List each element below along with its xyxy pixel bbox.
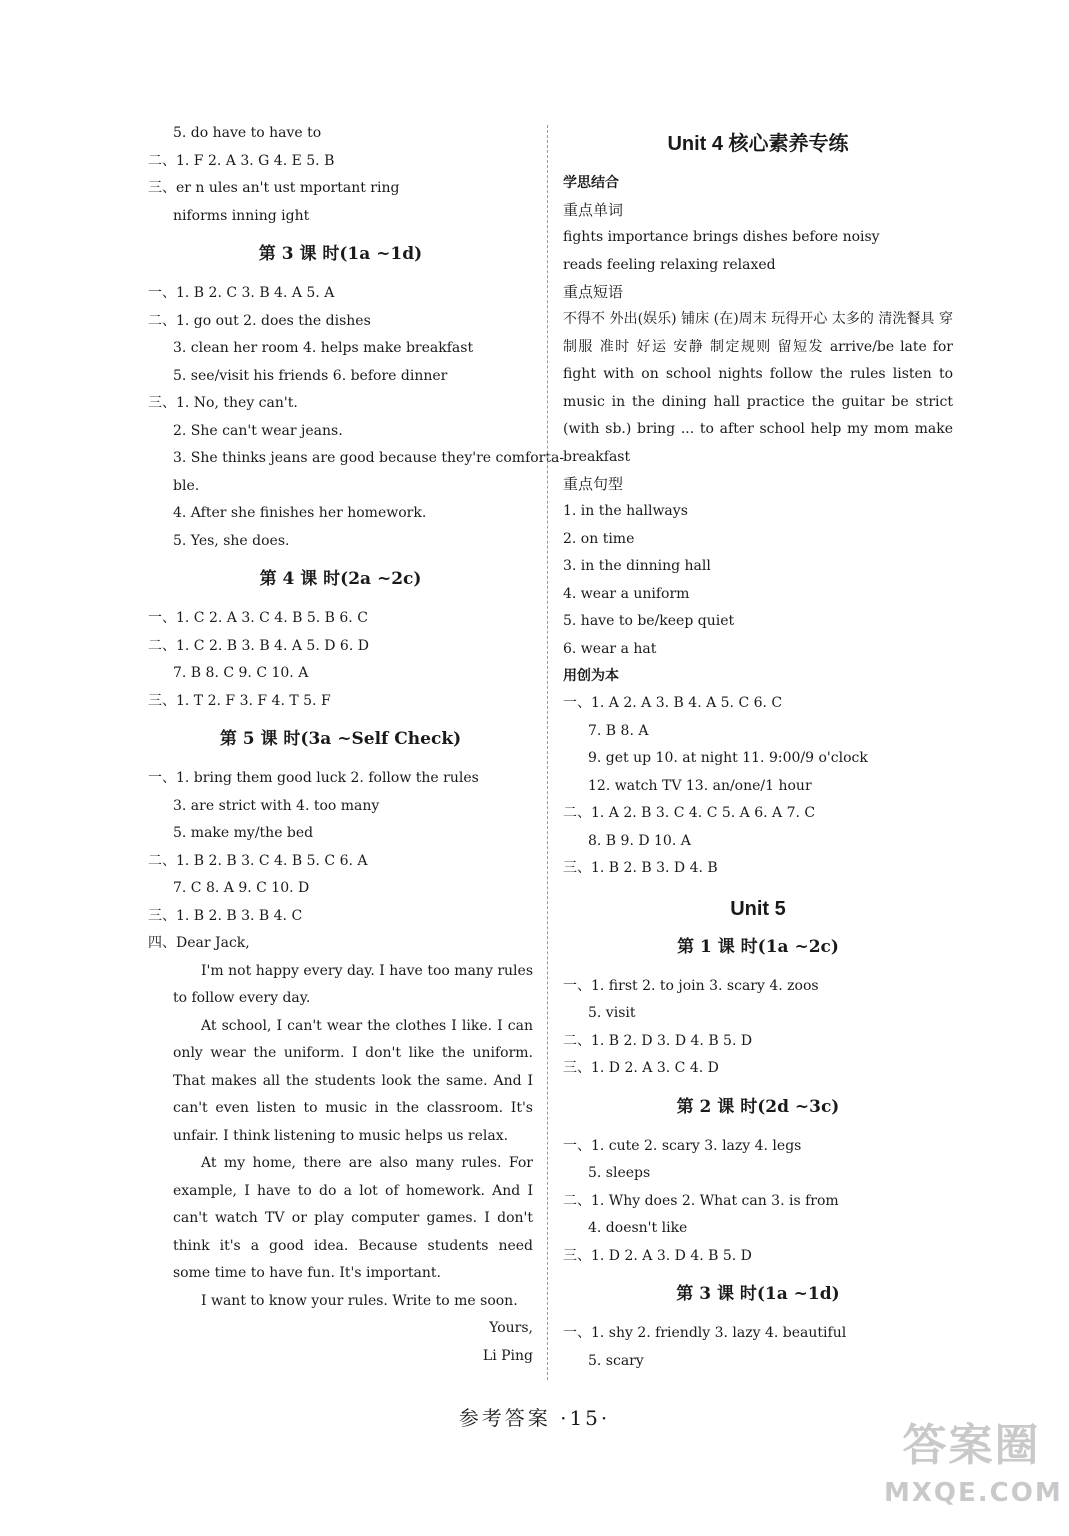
- letter-paragraph: At my home, there are also many rules. For example, I have to do a lot of homework. And I can't watch TV or play computer games. I don't think it's a good idea. Because students need some time to have fun. It's important.: [173, 1155, 533, 1281]
- xuesi-heading: 学思结合: [563, 175, 619, 191]
- practice-answers: [563, 690, 953, 883]
- answer-line: 二、1. F 2. A 3. G 4. E 5. B: [148, 152, 335, 169]
- answer-line: 一、1. shy 2. friendly 3. lazy 4. beautiful: [563, 1325, 847, 1341]
- lesson4-heading: 第 4 课 时(2a ~2c): [259, 569, 422, 589]
- lesson3-answers: [148, 280, 565, 555]
- unit4-heading: Unit 4 核心素养专练: [667, 133, 849, 155]
- answer-line: 5. see/visit his friends 6. before dinner: [173, 367, 448, 384]
- answer-line: 二、1. B 2. D 3. D 4. B 5. D: [563, 1032, 753, 1049]
- answer-line: 二、1. B 2. B 3. C 4. B 5. C 6. A: [148, 852, 368, 869]
- letter-paragraph: I want to know your rules. Write to me soon.: [201, 1292, 518, 1309]
- page-footer: 参考答案 ·15·: [458, 1406, 611, 1430]
- letter-signature: Li Ping: [482, 1347, 533, 1364]
- lesson5-heading: 第 5 课 时(3a ~Self Check): [219, 729, 462, 749]
- key-words-line: reads feeling relaxing relaxed: [563, 256, 776, 273]
- lesson3-heading: 第 3 课 时(1a ~1d): [258, 244, 423, 264]
- answer-line: 三、er n ules an't ust mportant ring: [148, 180, 400, 196]
- u5-lesson3-answers: [563, 1320, 953, 1375]
- letter-paragraph: At school, I can't wear the clothes I like. I can only wear the uniform. I don't like the uniform. That makes all the students look the same. And I can't even listen to music in the classroom. It's unfair. I think listening to music helps us relax.: [173, 1017, 533, 1144]
- right-column: [563, 120, 953, 1375]
- letter: [148, 958, 533, 1371]
- yongchuang-heading: 用创为本: [563, 668, 619, 684]
- answer-line: niforms inning ight: [173, 207, 310, 224]
- answer-line: 二、1. A 2. B 3. C 4. C 5. A 6. A 7. C: [563, 805, 816, 821]
- left-column: [148, 120, 565, 1370]
- answer-line: 12. watch TV 13. an/one/1 hour: [588, 777, 812, 794]
- key-phrases-heading: 重点短语: [563, 283, 624, 301]
- answer-line: 一、1. A 2. A 3. B 4. A 5. C 6. C: [563, 695, 783, 711]
- sentence-line: 2. on time: [563, 530, 635, 547]
- answer-line: 5. Yes, she does.: [173, 532, 290, 549]
- answer-line: 5. sleeps: [588, 1165, 651, 1181]
- answer-line: 2. She can't wear jeans.: [173, 422, 343, 439]
- answer-line: 5. scary: [588, 1352, 644, 1369]
- answer-line: 8. B 9. D 10. A: [588, 832, 691, 849]
- watermark-site-text: MXQE.COM: [884, 1478, 1063, 1508]
- answer-line: 一、1. cute 2. scary 3. lazy 4. legs: [563, 1137, 802, 1154]
- answer-line: 5. visit: [588, 1005, 636, 1021]
- answer-line: 三、1. B 2. B 3. D 4. B: [563, 860, 718, 876]
- intro-section: [148, 120, 533, 230]
- key-phrases-text: 不得不 外出(娱乐) 铺床 (在)周末 玩得开心 太多的 清洗餐具 穿制服 准时 好运 安静 制定规则 留短发 arrive/be late for fight with on school nights follow the rules listen to music in the dining hall practice the guitar be strict (with sb.) bring ... to after school help my mom make breakfast: [563, 311, 953, 465]
- u5-lesson1-answers: [563, 973, 953, 1083]
- letter-paragraph: I'm not happy every day. I have too many rules to follow every day.: [173, 962, 533, 1006]
- column-divider: [547, 125, 548, 1380]
- sentence-line: 6. wear a hat: [563, 640, 657, 657]
- unit5-heading: Unit 5: [730, 897, 786, 920]
- lesson5-answers: [148, 765, 533, 958]
- sentence-line: 4. wear a uniform: [563, 585, 690, 602]
- key-words-heading: 重点单词: [563, 201, 624, 219]
- answer-line: 三、1. T 2. F 3. F 4. T 5. F: [148, 692, 331, 709]
- watermark-logo: [884, 1416, 1063, 1526]
- answer-line: 三、1. B 2. B 3. B 4. C: [148, 907, 303, 924]
- answer-line: 四、Dear Jack,: [148, 935, 250, 951]
- u5-lesson2-answers: [563, 1133, 953, 1271]
- u5-lesson2-heading: 第 2 课 时(2d ~3c): [676, 1096, 840, 1117]
- answer-line: 一、1. C 2. A 3. C 4. B 5. B 6. C: [148, 610, 368, 626]
- answer-line: 3. She thinks jeans are good because they're comforta-: [173, 450, 565, 466]
- answer-line: 7. C 8. A 9. C 10. D: [173, 880, 310, 896]
- answer-line: 三、1. No, they can't.: [148, 395, 298, 411]
- u5-lesson1-heading: 第 1 课 时(1a ~2c): [677, 936, 839, 957]
- key-sentences-heading: 重点句型: [563, 475, 624, 493]
- answer-line: 二、1. go out 2. does the dishes: [148, 312, 371, 329]
- letter-closing: Yours,: [489, 1320, 533, 1336]
- answer-line: 一、1. bring them good luck 2. follow the rules: [148, 770, 479, 786]
- watermark-logo-text: 答案圈: [902, 1420, 1041, 1471]
- sentence-line: 3. in the dinning hall: [563, 558, 711, 574]
- answer-line: 3. clean her room 4. helps make breakfast: [173, 340, 474, 356]
- key-sentences-list: [563, 498, 953, 663]
- answer-line: 9. get up 10. at night 11. 9:00/9 o'clock: [588, 750, 868, 766]
- answer-line: 4. doesn't like: [588, 1220, 688, 1236]
- lesson4-answers: [148, 605, 533, 715]
- answer-line: 三、1. D 2. A 3. D 4. B 5. D: [563, 1247, 752, 1264]
- answer-line: 3. are strict with 4. too many: [173, 797, 380, 814]
- answer-line: 二、1. Why does 2. What can 3. is from: [563, 1192, 839, 1209]
- sentence-line: 1. in the hallways: [563, 503, 688, 519]
- answer-line: 一、1. B 2. C 3. B 4. A 5. A: [148, 285, 335, 301]
- answer-line: 一、1. first 2. to join 3. scary 4. zoos: [563, 977, 819, 994]
- answer-line: ble.: [173, 477, 200, 494]
- sentence-line: 5. have to be/keep quiet: [563, 613, 735, 629]
- answer-line: 7. B 8. A: [588, 722, 649, 739]
- key-words-line: fights importance brings dishes before noisy: [563, 229, 880, 245]
- answer-line: 5. do have to have to: [173, 125, 322, 141]
- answer-line: 三、1. D 2. A 3. C 4. D: [563, 1060, 719, 1076]
- u5-lesson3-heading: 第 3 课 时(1a ~1d): [676, 1284, 840, 1304]
- answer-line: 7. B 8. C 9. C 10. A: [173, 665, 309, 681]
- answer-line: 二、1. C 2. B 3. B 4. A 5. D 6. D: [148, 637, 369, 654]
- answer-line: 5. make my/the bed: [173, 825, 314, 841]
- answer-line: 4. After she finishes her homework.: [173, 505, 427, 521]
